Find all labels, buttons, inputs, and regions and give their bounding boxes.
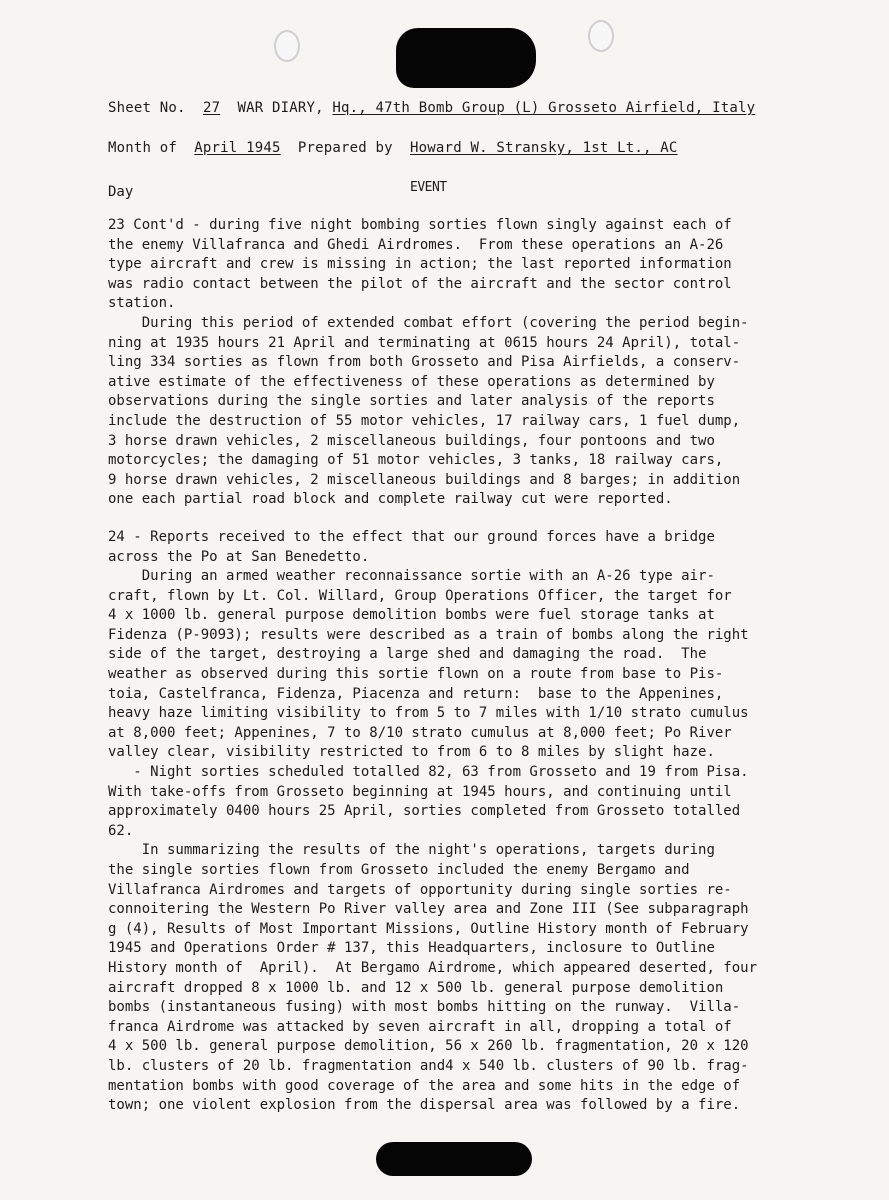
text-line: the single sorties flown from Grosseto included the enemy Bergamo and: [108, 862, 690, 878]
text-line: station.: [108, 295, 176, 312]
diary-title: WAR DIARY,: [237, 100, 324, 116]
text-line: at 8,000 feet; Appenines, 7 to 8/10 strato cumulus at 8,000 feet; Po River: [108, 724, 732, 741]
text-line: lb. clusters of 20 lb. fragmentation and4 x 540 lb. clusters of 90 lb. frag-: [108, 1057, 749, 1074]
text-line: ative estimate of the effectiveness of these operations as determined by: [108, 373, 715, 390]
text-line: 62.: [108, 822, 134, 839]
punch-hole-left: [274, 30, 300, 62]
text-line: aircraft dropped 8 x 1000 lb. and 12 x 500 lb. general purpose demolition: [108, 979, 724, 996]
text-line: 9 horse drawn vehicles, 2 miscellaneous buildings and 8 barges; in addition: [108, 471, 741, 488]
text-line: franca Airdrome was attacked by seven aircraft in all, dropping a total of: [108, 1018, 732, 1035]
text-line: type aircraft and crew is missing in action; the last reported information: [108, 256, 732, 273]
text-line: across the Po at San Benedetto.: [108, 548, 370, 565]
text-line: was radio contact between the pilot of the aircraft and the sector control: [108, 275, 732, 292]
text-line: include the destruction of 55 motor vehicles, 17 railway cars, 1 fuel dump,: [108, 412, 741, 429]
sheet-number: 27: [202, 100, 221, 116]
unit-name: Hq., 47th Bomb Group (L) Grosseto Airfield, Italy: [332, 100, 756, 116]
text-line: craft, flown by Lt. Col. Willard, Group Operations Officer, the target for: [108, 587, 732, 604]
text-line: valley clear, visibility restricted to from 6 to 8 miles by slight haze.: [108, 744, 715, 761]
prepared-label: Prepared by: [297, 140, 393, 156]
diary-body: [108, 216, 848, 1116]
text-line: 24 - Reports received to the effect that our ground forces have a bridge: [108, 528, 715, 545]
text-line: During this period of extended combat effort (covering the period begin-: [108, 314, 749, 331]
day-column-label: Day: [108, 184, 134, 200]
sheet-header-line: [108, 100, 755, 116]
text-line: the enemy Villafranca and Ghedi Airdromes. From these operations an A-26: [108, 236, 724, 253]
text-line: Villafranca Airdromes and targets of opportunity during single sorties re-: [108, 881, 732, 898]
entry-24: [108, 528, 848, 1116]
text-line: connoitering the Western Po River valley area and Zone III (See subparagraph: [108, 901, 749, 918]
entry-23: [108, 216, 848, 510]
text-line: toia, Castelfranca, Fidenza, Piacenza and return: base to the Appenines,: [108, 685, 724, 702]
text-line: 23 Cont'd - during five night bombing sorties flown singly against each of: [108, 217, 732, 233]
month-header-line: [108, 140, 678, 156]
text-line: town; one violent explosion from the dispersal area was followed by a fire.: [108, 1097, 741, 1114]
text-line: History month of April). At Bergamo Airdrome, which appeared deserted, four: [108, 959, 758, 976]
text-line: - Night sorties scheduled totalled 82, 63 from Grosseto and 19 from Pisa.: [108, 764, 749, 781]
month-value: April 1945: [194, 140, 281, 156]
text-line: mentation bombs with good coverage of the area and some hits in the edge of: [108, 1077, 741, 1094]
text-line: g (4), Results of Most Important Missions, Outline History month of February: [108, 920, 749, 937]
event-column-label: EVENT: [410, 180, 447, 195]
text-line: In summarizing the results of the night's operations, targets during: [108, 842, 715, 859]
sheet-label: Sheet No.: [108, 100, 186, 116]
text-line: side of the target, destroying a large shed and damaging the road. The: [108, 646, 707, 663]
text-line: heavy haze limiting visibility to from 5 to 7 miles with 1/10 strato cumulus: [108, 705, 749, 722]
month-label: Month of: [108, 140, 178, 156]
text-line: 4 x 1000 lb. general purpose demolition bombs were fuel storage tanks at: [108, 607, 715, 624]
text-line: observations during the single sorties and later analysis of the reports: [108, 393, 715, 410]
text-line: During an armed weather reconnaissance sortie with an A-26 type air-: [108, 568, 715, 585]
prepared-value: Howard W. Stransky, 1st Lt., AC: [410, 140, 678, 156]
punch-hole-right: [588, 20, 614, 52]
text-line: approximately 0400 hours 25 April, sorties completed from Grosseto totalled: [108, 803, 741, 820]
text-line: 4 x 500 lb. general purpose demolition, 56 x 260 lb. fragmentation, 20 x 120: [108, 1038, 749, 1055]
text-line: 3 horse drawn vehicles, 2 miscellaneous buildings, four pontoons and two: [108, 432, 715, 449]
text-line: With take-offs from Grosseto beginning at 1945 hours, and continuing until: [108, 783, 732, 800]
redaction-mark-top: [396, 28, 536, 88]
text-line: bombs (instantaneous fusing) with most bombs hitting on the runway. Villa-: [108, 999, 741, 1016]
redaction-mark-bottom: [376, 1142, 532, 1176]
text-line: motorcycles; the damaging of 51 motor vehicles, 3 tanks, 18 railway cars,: [108, 452, 724, 469]
text-line: ling 334 sorties as flown from both Grosseto and Pisa Airfields, a conserv-: [108, 354, 741, 371]
text-line: 1945 and Operations Order # 137, this Headquarters, inclosure to Outline: [108, 940, 715, 957]
text-line: Fidenza (P-9093); results were described as a train of bombs along the right: [108, 626, 749, 643]
text-line: ning at 1935 hours 21 April and terminating at 0615 hours 24 April), total-: [108, 334, 741, 351]
text-line: one each partial road block and complete railway cut were reported.: [108, 491, 673, 508]
text-line: weather as observed during this sortie flown on a route from base to Pis-: [108, 666, 724, 683]
